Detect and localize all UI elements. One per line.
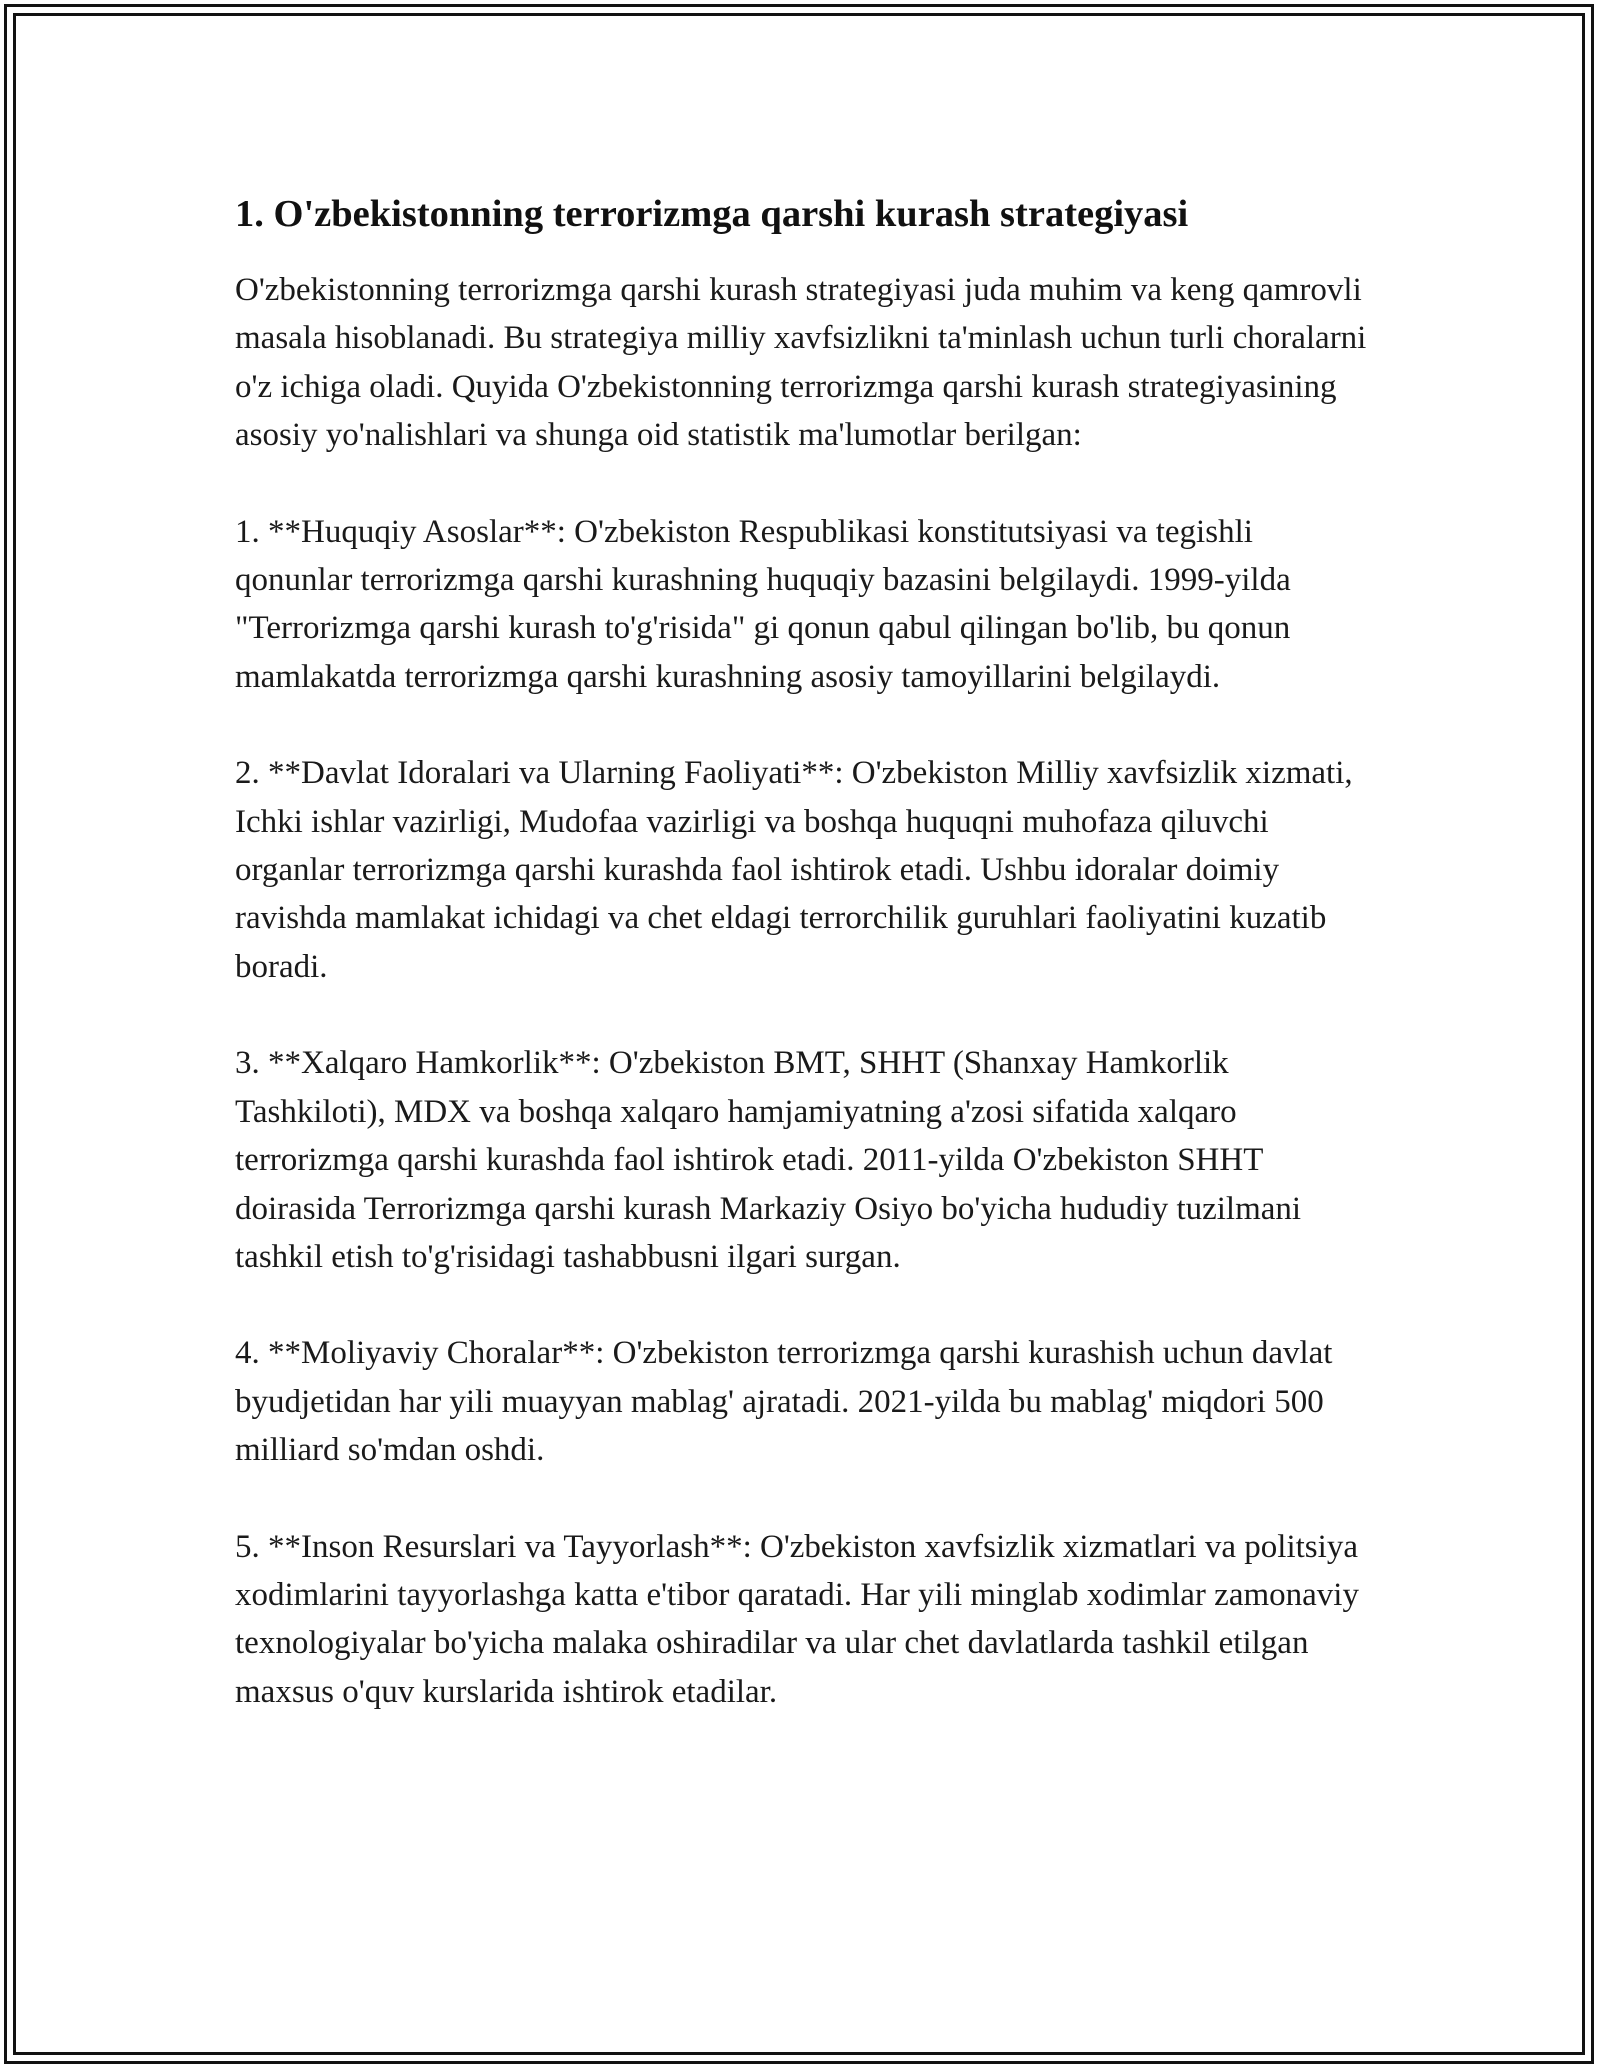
intro-paragraph: O'zbekistonning terrorizmga qarshi kurash strategiyasi juda muhim va keng qamrovli masala hisoblanadi. Bu strategiya milliy xavfsizlikni ta'minlash uchun turli choralarni o'z ichiga oladi. Quyida O'zbekistonning terrorizmga qarshi kurash strategiyasining asosiy yo'nalishlari va shunga oid statistik ma'lumotlar berilgan: — [235, 272, 1367, 454]
paragraph-state-agencies: 2. **Davlat Idoralari va Ularning Faoliyati**: O'zbekiston Milliy xavfsizlik xizmati, Ichki ishlar vazirligi, Mudofaa vazirligi va boshqa huquqni muhofaza qiluvchi organlar terrorizmga qarshi kurashda faol ishtirok etadi. Ushbu idoralar doimiy ravishda mamlakat ichidagi va chet eldagi terrorchilik guruhlari faoliyatini kuzatib boradi. — [235, 755, 1353, 985]
paragraph-legal-basis: 1. **Huquqiy Asoslar**: O'zbekiston Respublikasi konstitutsiyasi va tegishli qonunlar terrorizmga qarshi kurashning huquqiy bazasini belgilaydi. 1999-yilda "Terrorizmga qarshi kurash to'g'risida" gi qonun qabul qilingan bo'lib, bu qonun mamlakatda terrorizmga qarshi kurashning asosiy tamoyillarini belgilaydi. — [235, 513, 1291, 695]
section-heading: 1. O'zbekistonning terrorizmga qarshi kurash strategiyasi — [235, 193, 1189, 235]
paragraph-international-cooperation: 3. **Xalqaro Hamkorlik**: O'zbekiston BMT, SHHT (Shanxay Hamkorlik Tashkiloti), MDX va boshqa xalqaro hamjamiyatning a'zosi sifatida xalqaro terrorizmga qarshi kurashda faol ishtirok etadi. 2011-yilda O'zbekiston SHHT doirasida Terrorizmga qarshi kurash Markaziy Osiyo bo'yicha hududiy tuzilmani tashkil etish to'g'risidagi tashabbusni ilgari surgan. — [235, 1045, 1302, 1275]
paragraph-financial-measures: 4. **Moliyaviy Choralar**: O'zbekiston terrorizmga qarshi kurashish uchun davlat byudjetidan har yili muayyan mablag' ajratadi. 2021-yilda bu mablag' miqdori 500 milliard so'mdan oshdi. — [235, 1335, 1333, 1469]
paragraph-human-resources: 5. **Inson Resurslari va Tayyorlash**: O'zbekiston xavfsizlik xizmatlari va politsiya xodimlarini tayyorlashga katta e'tibor qaratadi. Har yili minglab xodimlar zamonaviy texnologiyalar bo'yicha malaka oshiradilar va ular chet davlatlarda tashkil etilgan maxsus o'quv kurslarida ishtirok etadilar. — [235, 1528, 1359, 1710]
document-body — [235, 188, 1375, 1764]
